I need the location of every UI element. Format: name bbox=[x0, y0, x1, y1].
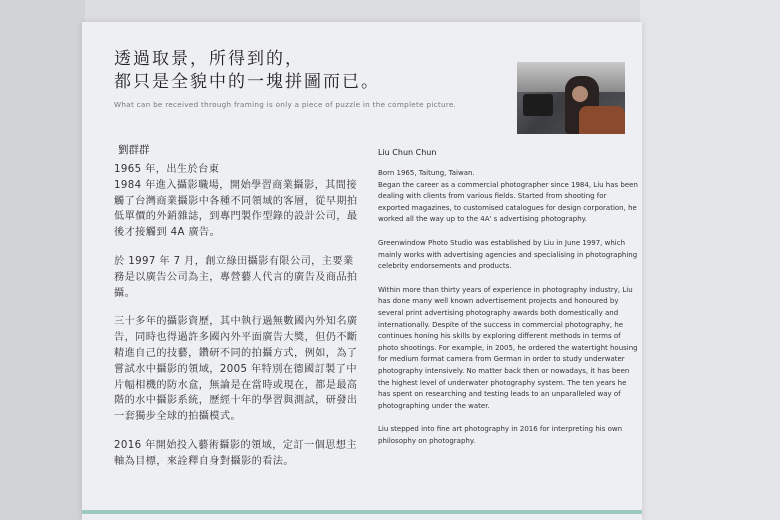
headline-line-1: 透過取景，所得到的， bbox=[114, 49, 304, 69]
wall-right bbox=[640, 0, 780, 520]
en-paragraph: Within more than thirty years of experience in photography industry, Liu has done many well known advertisement projects and honoured by several print advertising photography awards both domestically and internationally. Despite of the success in commercial photography, he continues honing his skills by exploring different methods in terms of photo shootings. For example, in 2005, he ordered the watertight housing for medium format camera from German in order to study underwater photography intensively. No matter back then or nowadays, it has been the highest level of underwater photography system. The ten years he has spent on researching and testing leads to an unparalleled way of photographing under the water. bbox=[378, 285, 638, 410]
zh-paragraph: 1965 年，出生於台東 1984 年進入攝影職場，開始學習商業攝影，其間接觸了台灣商業攝影中各種不同領域的客層，從早期拍低單價的外銷雜誌，到專門製作型錄的設計公司，最後才接觸到 4A 廣告。 bbox=[114, 164, 358, 239]
panel-bottom-strip bbox=[82, 510, 642, 514]
en-bio-column bbox=[378, 168, 640, 459]
en-paragraph: Born 1965, Taitung, Taiwan. Began the career as a commercial photographer since 1984, Liu has been dealing with clients from various fields. Started from shooting for exported magazines, to customised catalogues for design corporation, he worked all the way up to the 4A' s advertising photography. bbox=[378, 169, 638, 224]
en-paragraph: Liu stepped into fine art photography in 2016 for interpreting his own philosophy on photography. bbox=[378, 425, 623, 445]
zh-paragraph: 三十多年的攝影資歷，其中執行過無數國內外知名廣告，同時也得過許多國內外平面廣告大獎，但仍不斷精進自己的技藝，鑽研不同的拍攝方式，例如，為了嘗試水中攝影的領域，2005 年特別在德國訂製了中片幅相機的防水盒，無論是在當時或現在，都是最高階的水中攝影系統，歷經十年的學習與測試，研發出一套獨步全球的拍攝模式。 bbox=[114, 316, 358, 423]
wall-left bbox=[0, 0, 85, 520]
headline bbox=[114, 48, 380, 94]
photographer-portrait bbox=[517, 62, 625, 134]
en-artist-name: Liu Chun Chun bbox=[378, 148, 437, 157]
en-paragraph: Greenwindow Photo Studio was established by Liu in June 1997, which mainly works with advertising agencies and specialising in photographing celebrity endorsements and products. bbox=[378, 238, 638, 271]
headline-line-2: 都只是全貌中的一塊拼圖而已。 bbox=[114, 72, 380, 92]
camera-icon bbox=[523, 94, 553, 116]
zh-bio-column bbox=[114, 162, 364, 483]
zh-paragraph: 於 1997 年 7 月，創立綠田攝影有限公司，主要業務是以廣告公司為主，專營藝人代言的廣告及商品拍攝。 bbox=[114, 255, 358, 299]
portrait-face bbox=[572, 86, 588, 102]
subtitle: What can be received through framing is only a piece of puzzle in the complete picture. bbox=[114, 100, 457, 109]
portrait-coat bbox=[579, 106, 625, 134]
zh-paragraph: 2016 年開始投入藝術攝影的領域，定訂一個思想主軸為目標，來詮釋自身對攝影的看法。 bbox=[114, 439, 357, 467]
zh-artist-name: 劉群群 bbox=[118, 144, 150, 156]
